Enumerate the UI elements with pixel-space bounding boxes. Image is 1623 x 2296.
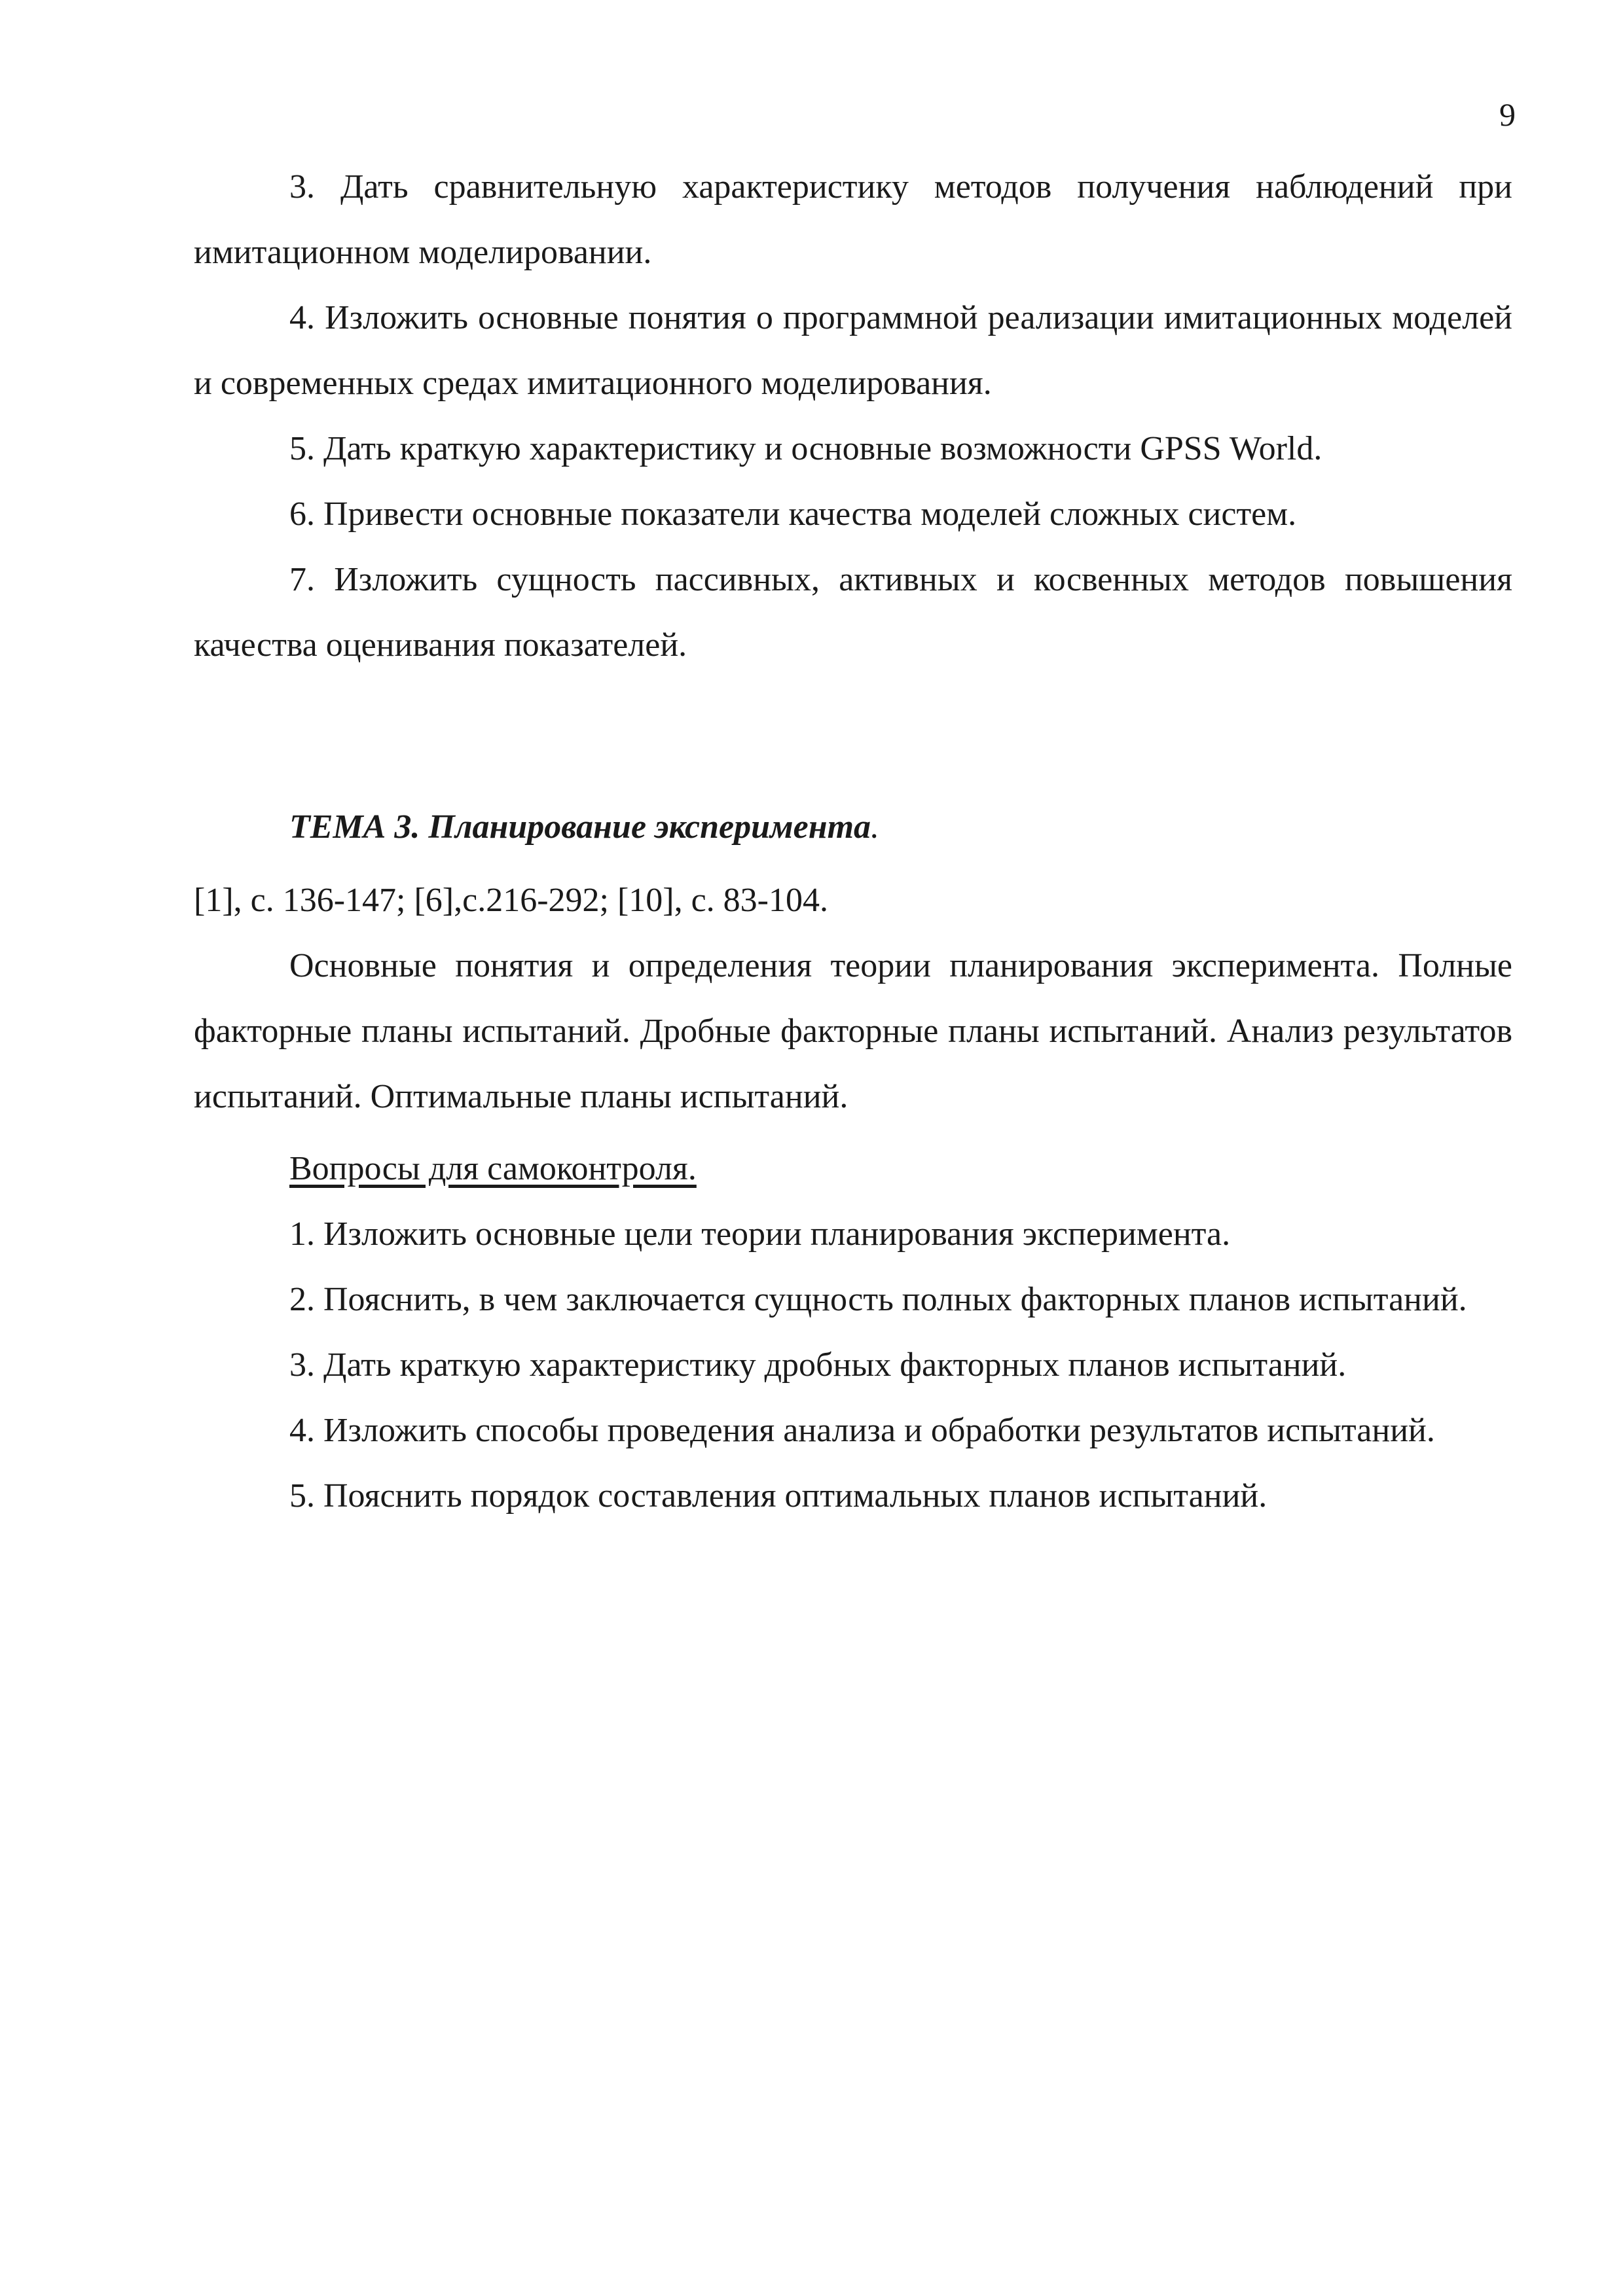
topic-heading <box>194 795 1512 860</box>
page-content <box>194 154 1512 1529</box>
topic-references: [1], с. 136-147; [6],с.216-292; [10], с. 83-104. <box>194 882 828 919</box>
questions-heading <box>194 1136 1512 1202</box>
topic-title-dot: . <box>871 808 880 846</box>
topic-title: ТЕМА 3. Планирование эксперимента <box>289 808 871 846</box>
question-5: 5. Пояснить порядок составления оптимальных планов испытаний. <box>289 1477 1267 1515</box>
question-prev-4: 4. Изложить основные понятия о программной реализации имитационных моделей и современных средах имитационного моделирования. <box>194 299 1512 402</box>
question-prev-7: 7. Изложить сущность пассивных, активных и косвенных методов повышения качества оценивания показателей. <box>194 561 1512 664</box>
page-number: 9 <box>1499 96 1516 133</box>
question-3: 3. Дать краткую характеристику дробных факторных планов испытаний. <box>289 1346 1347 1384</box>
questions-heading-text: Вопросы для самоконтроля. <box>289 1150 697 1187</box>
question-prev-6: 6. Привести основные показатели качества моделей сложных систем. <box>289 495 1297 533</box>
topic-description: Основные понятия и определения теории планирования эксперимента. Полные факторные планы испытаний. Дробные факторные планы испытаний. Анализ результатов испытаний. Оптимальные планы испытаний. <box>194 947 1512 1115</box>
question-prev-3: 3. Дать сравнительную характеристику методов получения наблюдений при имитационном моделировании. <box>194 168 1512 271</box>
question-4: 4. Изложить способы проведения анализа и обработки результатов испытаний. <box>289 1412 1435 1449</box>
question-2: 2. Пояснить, в чем заключается сущность полных факторных планов испытаний. <box>289 1281 1467 1318</box>
section-spacer <box>194 678 1512 795</box>
question-1: 1. Изложить основные цели теории планирования эксперимента. <box>289 1215 1231 1253</box>
question-prev-5: 5. Дать краткую характеристику и основные возможности GPSS World. <box>289 430 1322 467</box>
